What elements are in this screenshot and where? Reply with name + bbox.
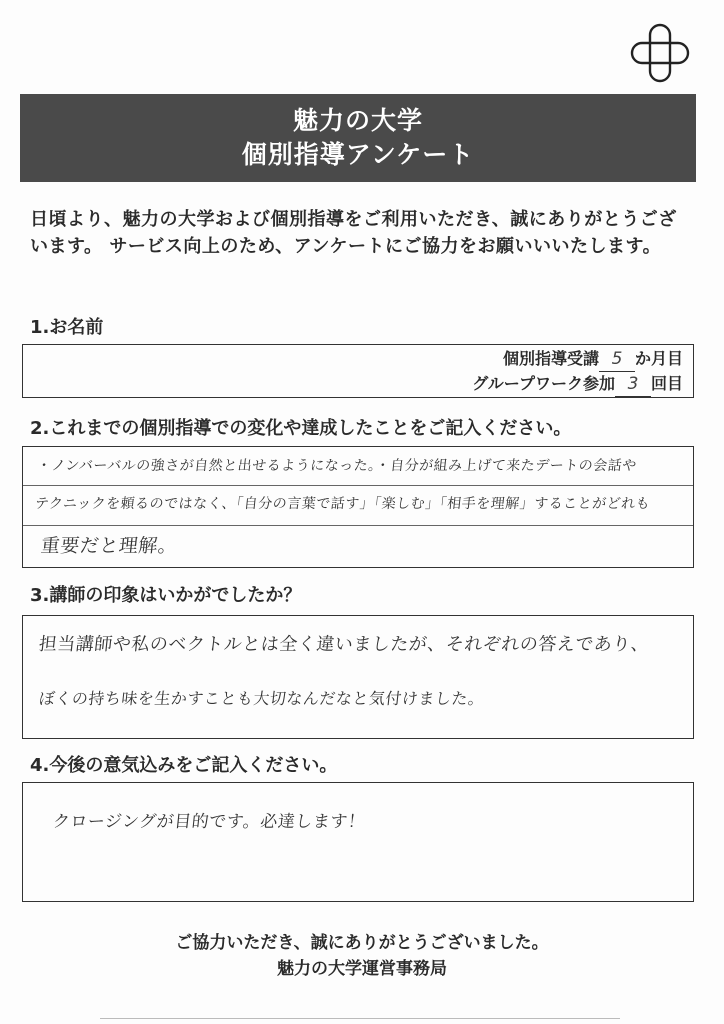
footer-thanks: ご協力いただき、誠にありがとうございました。 bbox=[175, 933, 549, 953]
session-label: 個別指導受講 bbox=[502, 349, 599, 368]
question-3-label: 3.講師の印象はいかがでしたか？ bbox=[30, 585, 302, 606]
title-banner bbox=[20, 94, 696, 182]
bottom-divider bbox=[100, 1018, 620, 1019]
answer-rule bbox=[23, 485, 693, 486]
survey-org-title: 魅力の大学 bbox=[292, 106, 423, 135]
answer-line: クロージングが目的です。必達します！ bbox=[51, 812, 367, 832]
name-field[interactable] bbox=[22, 344, 694, 398]
answer-line: 担当講師や私のベクトルとは全く違いましたが、それぞれの答えであり、 bbox=[37, 634, 651, 655]
answer-line: 重要だと理解。 bbox=[39, 535, 179, 557]
answer-line: ぼくの持ち味を生かすことも大切なんだなと気付けました。 bbox=[37, 689, 486, 708]
question-2-label: 2.これまでの個別指導での変化や達成したことをご記入ください。 bbox=[30, 418, 572, 439]
question-1-label: 1.お名前 bbox=[30, 317, 104, 338]
answer-rule bbox=[23, 525, 693, 526]
session-unit: か月目 bbox=[634, 349, 683, 368]
answer-line: ・ノンバーバルの強さが自然と出せるようになった。・自分が組み上げて来たデートの会話や bbox=[36, 458, 638, 474]
attendance-info bbox=[472, 347, 683, 397]
answer-line: テクニックを頼るのではなく、「自分の言葉で話す」「楽しむ」「相手を理解」することがどれも bbox=[34, 496, 652, 512]
answer-2-field[interactable] bbox=[22, 446, 694, 568]
group-label: グループワーク参加 bbox=[472, 374, 615, 393]
clover-logo-icon bbox=[628, 22, 692, 84]
answer-3-field[interactable] bbox=[22, 615, 694, 739]
group-count[interactable]: 3 bbox=[615, 372, 651, 397]
answer-4-field[interactable] bbox=[22, 782, 694, 902]
intro-text: 日頃より、魅力の大学および個別指導をご利用いただき、誠にありがとうございます。 サービス向上のため、アンケートにご協力をお願いいいたします。 bbox=[30, 209, 677, 257]
footer-office: 魅力の大学運営事務局 bbox=[277, 959, 447, 979]
question-4-label: 4.今後の意気込みをご記入ください。 bbox=[30, 755, 338, 776]
session-count[interactable]: 5 bbox=[599, 347, 635, 372]
survey-title: 個別指導アンケート bbox=[241, 140, 475, 169]
group-unit: 回目 bbox=[650, 374, 683, 393]
